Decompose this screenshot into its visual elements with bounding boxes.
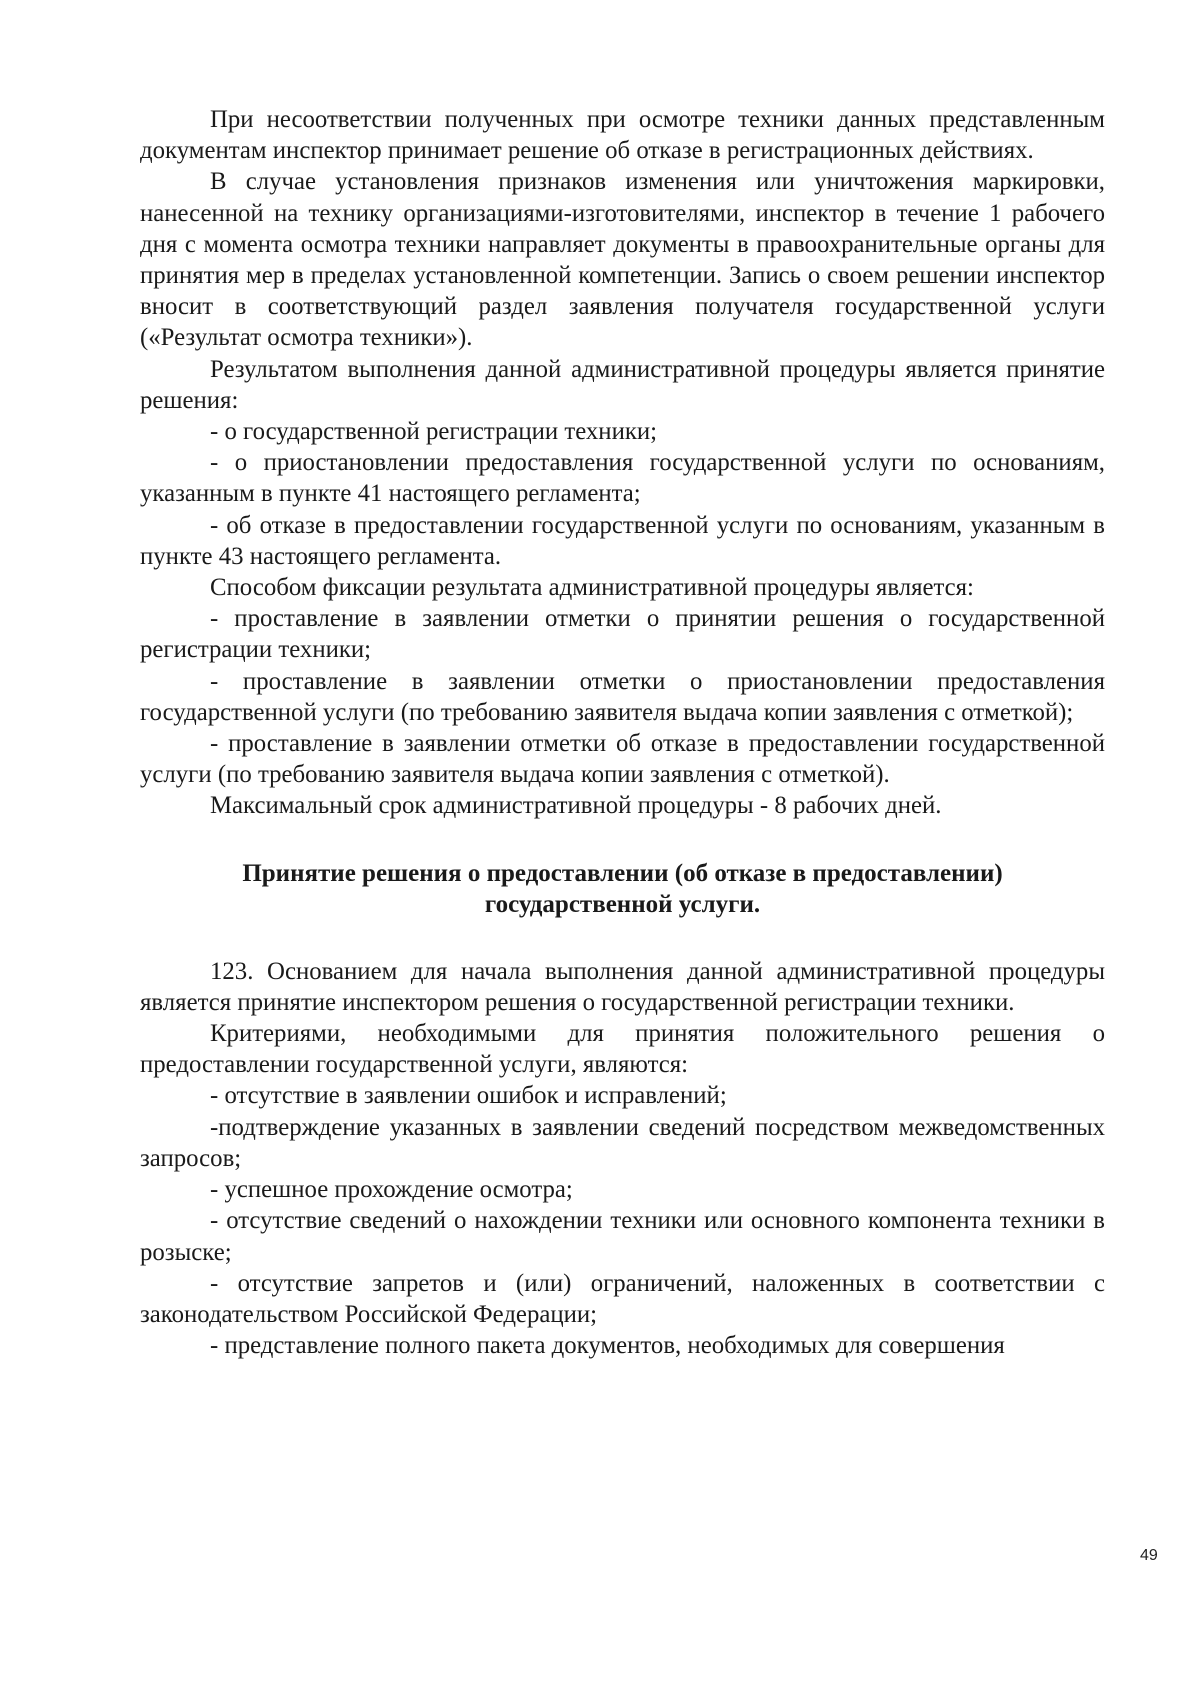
paragraph: Результатом выполнения данной административной процедуры является принятие решения:	[140, 355, 1105, 414]
list-item: -подтверждение указанных в заявлении сведений посредством межведомственных запросов;	[140, 1113, 1105, 1172]
list-item: - проставление в заявлении отметки об отказе в предоставлении государственной услуги (по требованию заявителя выдача копии заявления с отметкой).	[140, 730, 1105, 789]
list-item: - представление полного пакета документов, необходимых для совершения	[210, 1332, 1005, 1360]
section-heading	[140, 858, 1105, 920]
paragraph: Способом фиксации результата административной процедуры является:	[210, 574, 974, 602]
paragraph: В случае установления признаков изменения или уничтожения маркировки, нанесенной на технику организациями-изготовителями, инспектор в течение 1 рабочего дня с момента осмотра техники направляет документы в правоохранительные органы для принятия мер в пределах установленной компетенции. Запись о своем решении инспектор вносит в соответствующий раздел заявления получателя государственной услуги («Результат осмотра техники»).	[140, 168, 1105, 352]
list-item: - отсутствие запретов и (или) ограничений, наложенных в соответствии с законодательством Российской Федерации;	[140, 1269, 1105, 1328]
list-item: - о приостановлении предоставления государственной услуги по основаниям, указанным в пункте 41 настоящего регламента;	[140, 449, 1105, 508]
paragraph: Критериями, необходимыми для принятия положительного решения о предоставлении государственной услуги, являются:	[140, 1020, 1105, 1079]
list-item: - проставление в заявлении отметки о приостановлении предоставления государственной услуги (по требованию заявителя выдача копии заявления с отметкой);	[140, 667, 1105, 726]
paragraph: При несоответствии полученных при осмотре техники данных представленным документам инспектор принимает решение об отказе в регистрационных действиях.	[140, 106, 1105, 165]
document-body	[140, 104, 1105, 1361]
list-item: - успешное прохождение осмотра;	[210, 1176, 573, 1204]
list-item: - отсутствие в заявлении ошибок и исправлений;	[210, 1082, 727, 1110]
list-item: - об отказе в предоставлении государственной услуги по основаниям, указанным в пункте 43 настоящего регламента.	[140, 511, 1105, 570]
list-item: - проставление в заявлении отметки о принятии решения о государственной регистрации техники;	[140, 605, 1105, 664]
section-heading-line: Принятие решения о предоставлении (об отказе в предоставлении)	[242, 859, 1003, 887]
list-item: - отсутствие сведений о нахождении техники или основного компонента техники в розыске;	[140, 1207, 1105, 1266]
page-number: 49	[1140, 1547, 1158, 1564]
section-heading-line: государственной услуги.	[484, 890, 761, 918]
paragraph: Максимальный срок административной процедуры - 8 рабочих дней.	[210, 792, 942, 820]
list-item: - о государственной регистрации техники;	[210, 418, 658, 446]
paragraph: 123. Основанием для начала выполнения данной административной процедуры является принятие инспектором решения о государственной регистрации техники.	[140, 957, 1105, 1016]
